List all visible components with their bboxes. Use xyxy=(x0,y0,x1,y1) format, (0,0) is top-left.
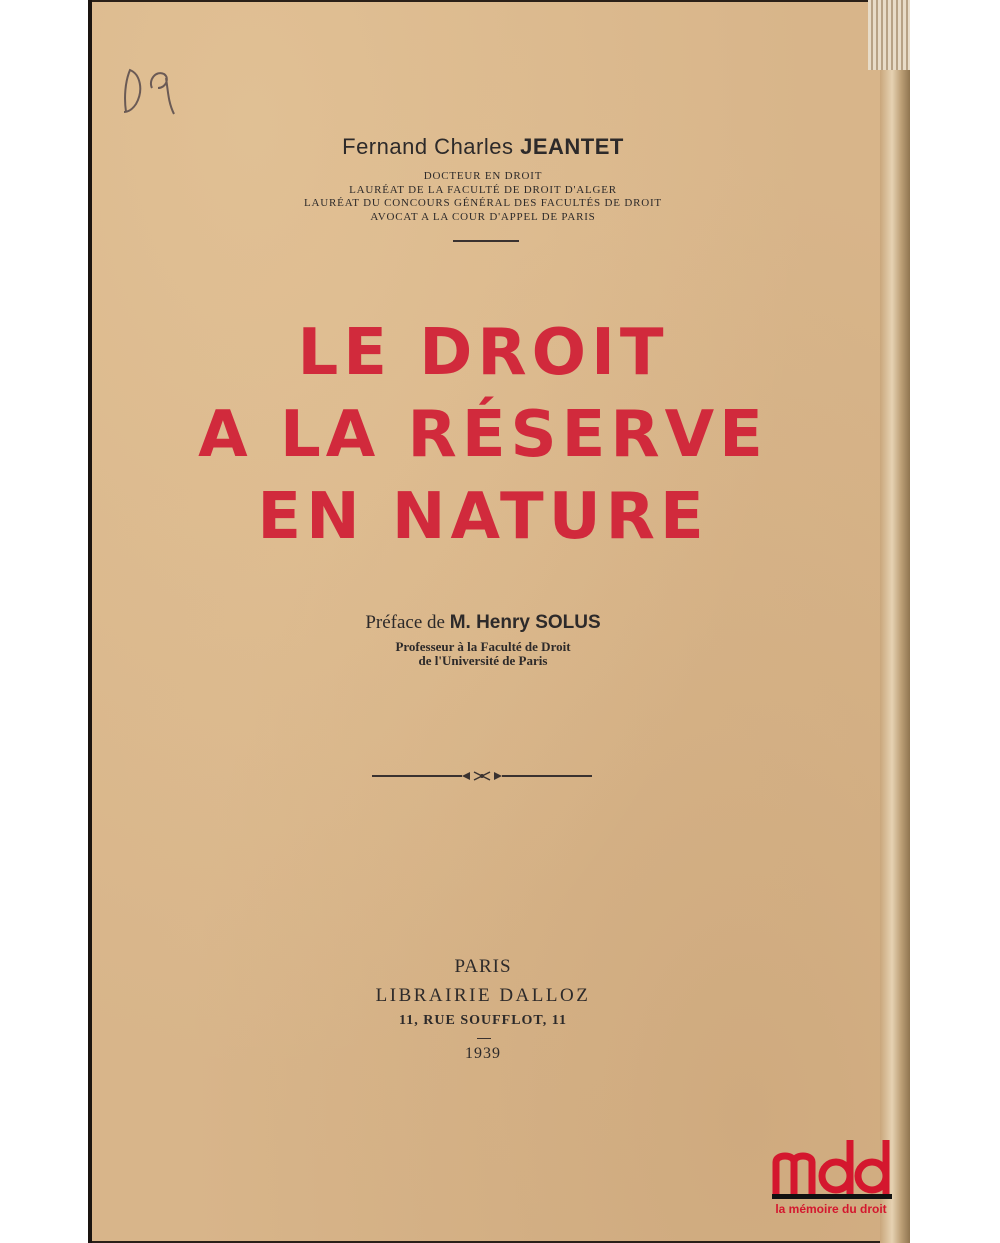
preface-role-line: de l'Université de Paris xyxy=(418,653,548,668)
title-line: A LA RÉSERVE xyxy=(198,398,768,472)
preface-author: M. Henry SOLUS xyxy=(449,612,601,633)
divider-rule xyxy=(453,240,519,242)
page-edges xyxy=(880,0,910,1243)
author-given-names: Fernand Charles xyxy=(342,134,514,159)
title-line: EN NATURE xyxy=(257,480,709,554)
page-edges-top xyxy=(868,0,910,70)
imprint-city: PARIS xyxy=(454,956,512,977)
imprint-year: 1939 xyxy=(465,1045,501,1062)
mdd-logo-mark xyxy=(770,1136,894,1196)
mdd-logo-bar xyxy=(772,1194,892,1199)
preface-line xyxy=(88,612,878,634)
ornamental-divider xyxy=(370,766,594,786)
author-line xyxy=(88,134,878,160)
credential-line: AVOCAT A LA COUR D'APPEL DE PARIS xyxy=(370,210,596,223)
credential-line: LAURÉAT DU CONCOURS GÉNÉRAL DES FACULTÉS DE DROIT xyxy=(304,197,662,209)
preface-role-line: Professeur à la Faculté de Droit xyxy=(395,639,571,654)
title-line: LE DROIT xyxy=(297,316,669,390)
preface-prefix: Préface de xyxy=(365,612,445,633)
credential-line: DOCTEUR EN DROIT xyxy=(423,170,543,182)
author-credentials xyxy=(88,170,878,224)
mdd-tagline: la mémoire du droit xyxy=(775,1202,887,1216)
imprint-publisher: LIBRAIRIE DALLOZ xyxy=(375,985,591,1006)
preface-author-role xyxy=(88,640,878,668)
author-surname: JEANTET xyxy=(520,134,624,159)
handwritten-mark xyxy=(118,60,178,120)
imprint-address: 11, RUE SOUFFLOT, 11 xyxy=(399,1013,567,1028)
mdd-logo xyxy=(766,1136,896,1226)
divider-rule xyxy=(477,1038,491,1039)
credential-line: LAURÉAT DE LA FACULTÉ DE DROIT D'ALGER xyxy=(349,183,617,196)
book-title xyxy=(88,312,878,558)
